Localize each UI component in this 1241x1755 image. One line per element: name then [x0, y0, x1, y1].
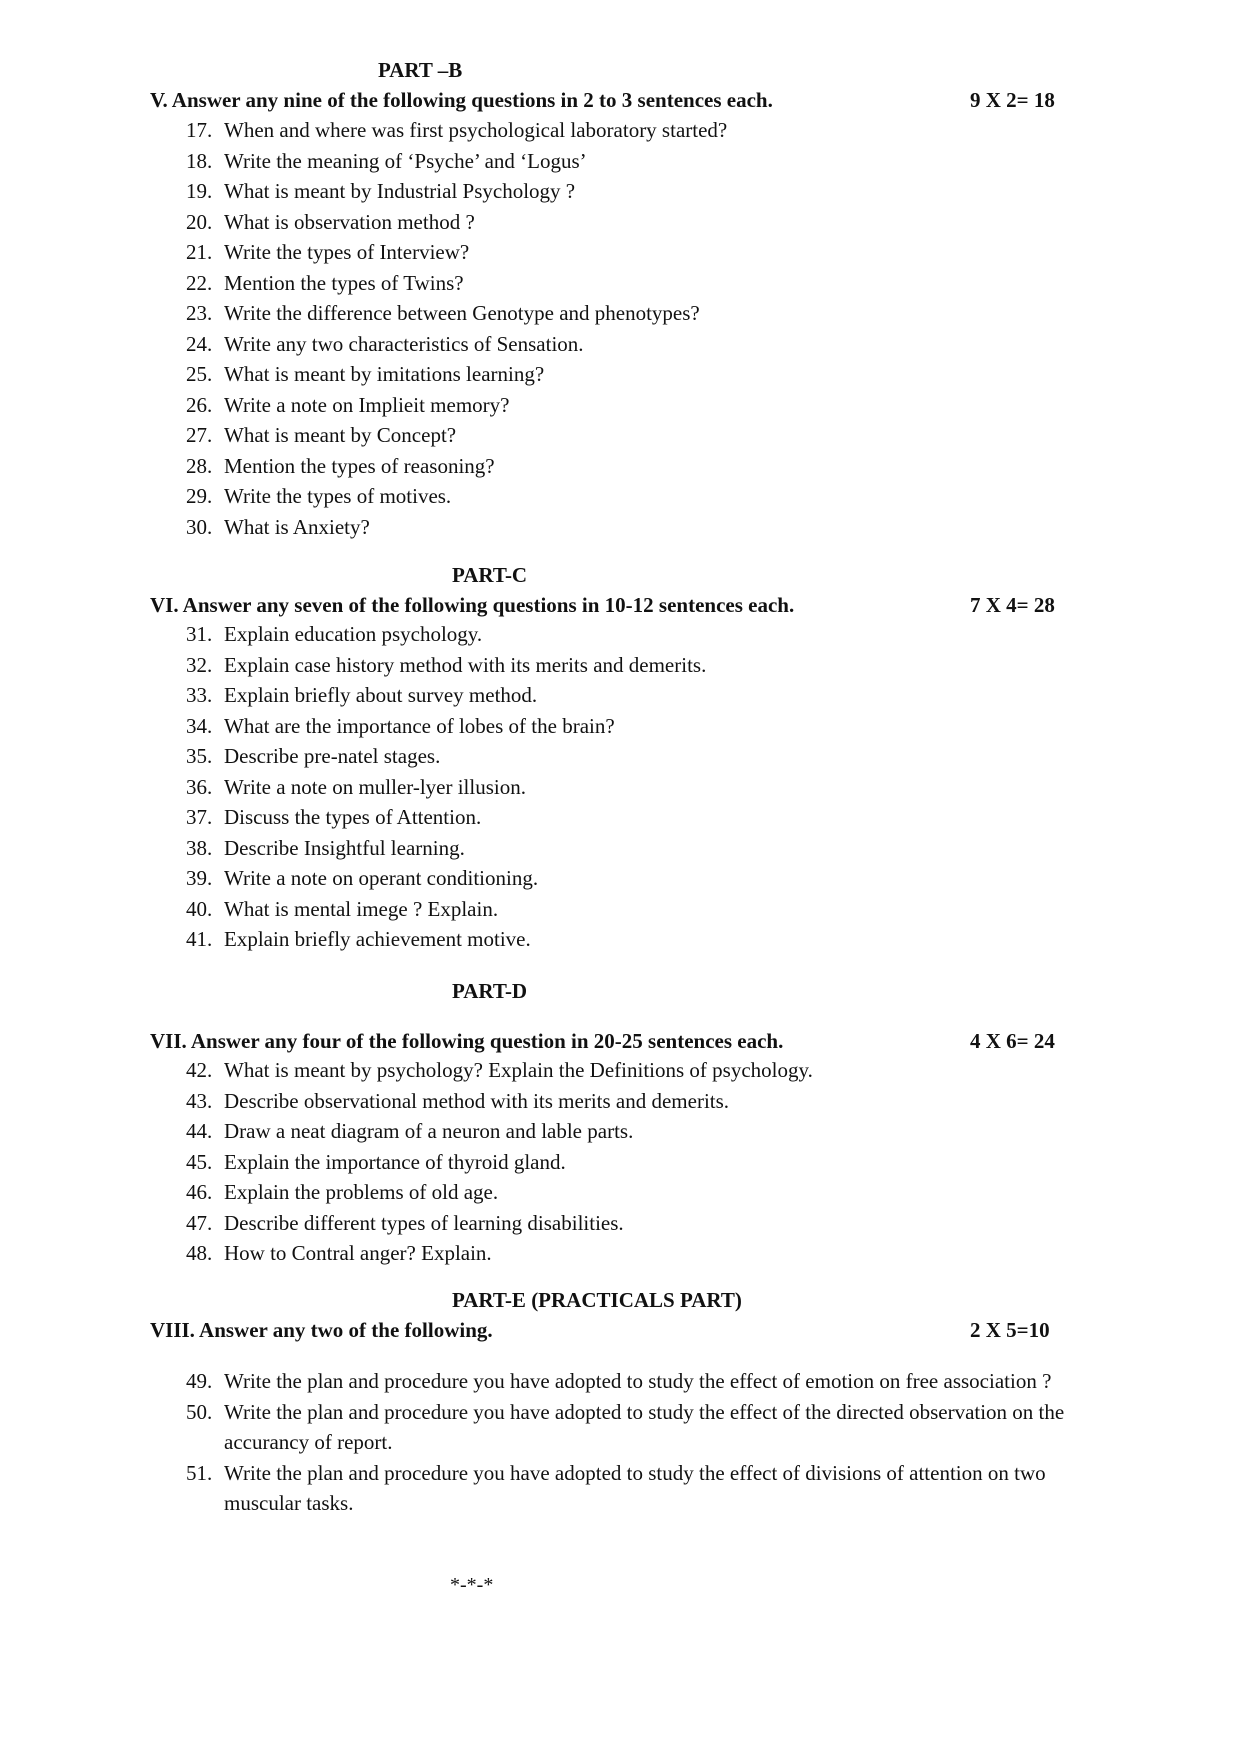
part-b-instruction-row [150, 85, 1070, 115]
part-c-title: PART-C [452, 563, 528, 587]
question-text: Explain the problems of old age. [224, 1180, 499, 1204]
question-item [186, 1397, 1096, 1458]
part-e-marks: 2 X 5=10 [970, 1318, 1050, 1342]
question-number: 20. [186, 209, 213, 234]
question-number: 43. [186, 1088, 213, 1113]
question-item [186, 1458, 1096, 1519]
part-c-instruction-row [150, 590, 1070, 620]
question-number: 34. [186, 713, 213, 738]
question-item [186, 863, 1096, 894]
question-item [186, 924, 1096, 955]
part-b-question-list [186, 115, 1096, 542]
question-item [186, 772, 1096, 803]
question-text: What is observation method ? [224, 209, 475, 234]
question-item [186, 894, 1096, 925]
question-text: Write the plan and procedure you have adopted to study the effect of divisions of attention on two muscular tasks. [224, 1460, 1046, 1515]
part-c-marks: 7 X 4= 28 [970, 593, 1055, 617]
question-text: Write a note on operant conditioning. [224, 866, 539, 890]
question-item [186, 451, 1096, 482]
question-text: What is meant by Industrial Psychology ? [224, 179, 576, 203]
question-number: 32. [186, 652, 213, 677]
question-text: Draw a neat diagram of a neuron and lable parts. [224, 1119, 634, 1143]
question-item [186, 481, 1096, 512]
question-text: Write the plan and procedure you have adopted to study the effect of emotion on free association ? [224, 1369, 1052, 1393]
question-text: What is meant by psychology? Explain the Definitions of psychology. [224, 1058, 813, 1082]
question-number: 37. [186, 805, 213, 829]
question-text: Write the difference between Genotype and phenotypes? [224, 301, 700, 325]
question-text: Discuss the types of Attention. [224, 805, 482, 829]
question-item [186, 1147, 1096, 1178]
question-item [186, 1116, 1096, 1147]
question-text: What is mental imege ? Explain. [224, 896, 499, 921]
question-text: Write the types of Interview? [224, 240, 470, 264]
question-text: Write a note on Implieit memory? [224, 392, 510, 417]
question-number: 50. [186, 1399, 213, 1424]
question-item [186, 711, 1096, 742]
question-item [186, 650, 1096, 681]
part-b-marks: 9 X 2= 18 [970, 88, 1055, 112]
question-text: Describe different types of learning disabilities. [224, 1210, 624, 1235]
question-number: 23. [186, 301, 213, 325]
question-text: What is Anxiety? [224, 514, 370, 539]
question-text: Write the types of motives. [224, 484, 452, 508]
part-c-instruction: VI. Answer any seven of the following questions in 10-12 sentences each. [150, 593, 795, 617]
question-number: 38. [186, 835, 213, 860]
question-number: 26. [186, 392, 213, 417]
question-number: 29. [186, 484, 213, 508]
question-number: 30. [186, 514, 213, 539]
part-c-question-list [186, 619, 1096, 955]
question-text: Explain the importance of thyroid gland. [224, 1149, 566, 1174]
question-item [186, 619, 1096, 650]
question-item [186, 1208, 1096, 1239]
question-number: 41. [186, 927, 213, 951]
question-text: How to Contral anger? Explain. [224, 1241, 492, 1265]
part-e-question-list [186, 1366, 1096, 1519]
question-text: Write a note on muller-lyer illusion. [224, 774, 526, 799]
part-d-marks: 4 X 6= 24 [970, 1029, 1055, 1053]
question-item [186, 237, 1096, 268]
question-item [186, 1055, 1096, 1086]
question-item [186, 1086, 1096, 1117]
question-item [186, 741, 1096, 772]
question-text: Describe Insightful learning. [224, 835, 465, 860]
question-text: Explain education psychology. [224, 622, 483, 646]
question-number: 47. [186, 1210, 213, 1235]
part-d-title: PART-D [452, 979, 528, 1003]
question-text: Write the plan and procedure you have adopted to study the effect of the directed observation on the accurancy of report. [224, 1399, 1065, 1454]
question-number: 24. [186, 331, 213, 356]
part-e-title: PART-E (PRACTICALS PART) [452, 1288, 742, 1312]
question-number: 44. [186, 1119, 213, 1143]
question-text: What is meant by imitations learning? [224, 362, 545, 386]
question-item [186, 802, 1096, 833]
question-number: 22. [186, 270, 213, 295]
question-text: Mention the types of Twins? [224, 270, 464, 295]
question-text: Describe observational method with its merits and demerits. [224, 1088, 730, 1113]
question-number: 35. [186, 744, 213, 768]
question-item [186, 1238, 1096, 1269]
question-number: 31. [186, 622, 213, 646]
question-text: Explain briefly achievement motive. [224, 927, 531, 951]
part-e-instruction-row [150, 1315, 1070, 1345]
question-text: What is meant by Concept? [224, 423, 457, 447]
question-number: 33. [186, 683, 213, 707]
question-item [186, 207, 1096, 238]
question-number: 42. [186, 1058, 213, 1082]
question-number: 49. [186, 1369, 213, 1393]
question-text: Describe pre-natel stages. [224, 744, 441, 768]
question-item [186, 512, 1096, 543]
question-item [186, 1366, 1096, 1397]
question-item [186, 329, 1096, 360]
question-number: 48. [186, 1241, 213, 1265]
question-number: 27. [186, 423, 213, 447]
question-number: 17. [186, 118, 213, 142]
question-item [186, 298, 1096, 329]
part-b-title: PART –B [378, 58, 463, 82]
part-e-instruction: VIII. Answer any two of the following. [150, 1318, 493, 1342]
question-item [186, 115, 1096, 146]
question-item [186, 176, 1096, 207]
question-item [186, 680, 1096, 711]
part-d-instruction-row [150, 1026, 1070, 1056]
question-item [186, 1177, 1096, 1208]
question-number: 21. [186, 240, 213, 264]
question-text: Write the meaning of ‘Psyche’ and ‘Logus’ [224, 148, 587, 173]
question-number: 19. [186, 179, 213, 203]
part-b-instruction: V. Answer any nine of the following questions in 2 to 3 sentences each. [150, 88, 773, 112]
question-item [186, 833, 1096, 864]
question-item [186, 268, 1096, 299]
question-text: What are the importance of lobes of the brain? [224, 713, 615, 738]
question-number: 28. [186, 453, 213, 478]
end-of-paper-mark: *-*-* [450, 1574, 494, 1596]
question-number: 40. [186, 896, 213, 921]
part-d-question-list [186, 1055, 1096, 1269]
question-number: 25. [186, 362, 213, 386]
question-text: Mention the types of reasoning? [224, 453, 495, 478]
question-number: 46. [186, 1180, 213, 1204]
question-item [186, 420, 1096, 451]
question-number: 39. [186, 866, 213, 890]
question-number: 45. [186, 1149, 213, 1174]
part-d-instruction: VII. Answer any four of the following question in 20-25 sentences each. [150, 1029, 784, 1053]
question-item [186, 359, 1096, 390]
question-number: 18. [186, 148, 213, 173]
question-number: 51. [186, 1460, 213, 1485]
question-number: 36. [186, 774, 213, 799]
question-item [186, 146, 1096, 177]
question-text: Write any two characteristics of Sensation. [224, 331, 584, 356]
question-item [186, 390, 1096, 421]
question-text: Explain briefly about survey method. [224, 683, 538, 707]
question-text: When and where was first psychological laboratory started? [224, 118, 728, 142]
question-text: Explain case history method with its merits and demerits. [224, 652, 707, 677]
